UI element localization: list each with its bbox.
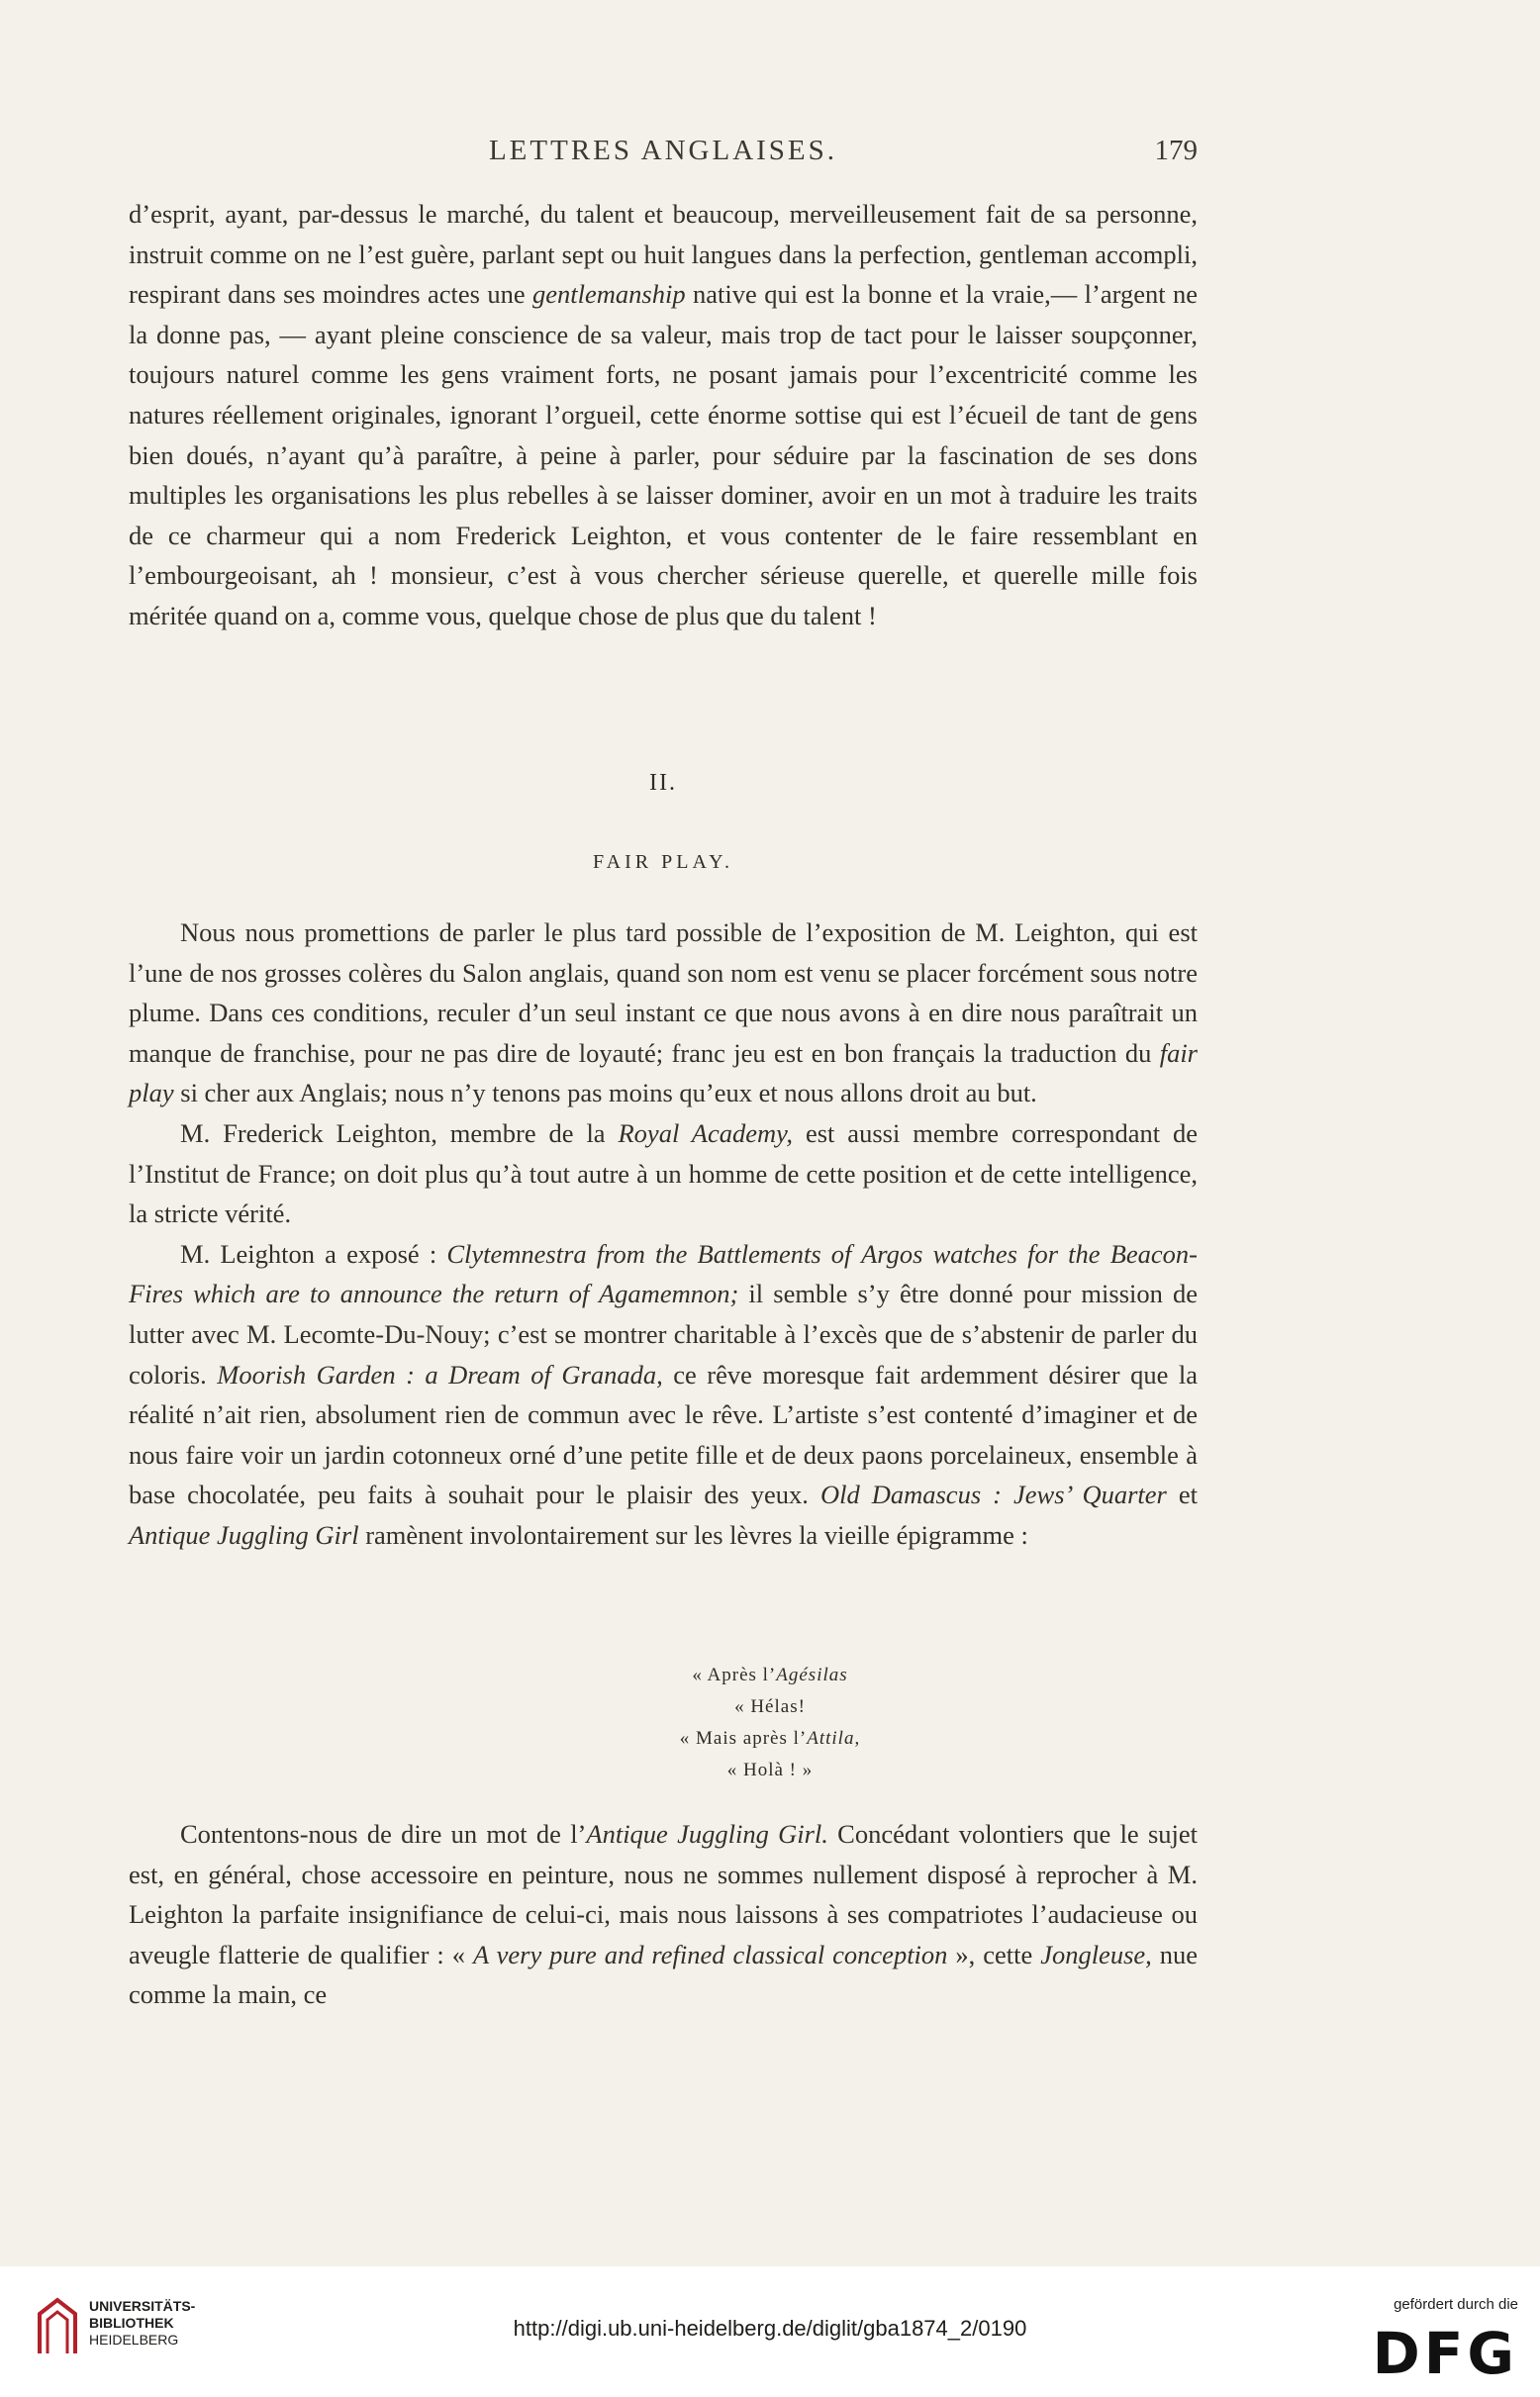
- library-name: UNIVERSITÄTS- BIBLIOTHEK HEIDELBERG: [89, 2298, 196, 2348]
- verse-line: « Après l’Agésilas: [692, 1665, 848, 1685]
- page-number: 179: [1154, 135, 1198, 166]
- paragraph: M. Frederick Leighton, membre de la Royal Academy, est aussi membre correspondant de l’Institut de France; on doit plus qu’à tout autre à un homme de cette position et de cette intelligence, la stricte vérité.: [129, 1117, 1199, 1229]
- dfg-logo: DFG: [1372, 2320, 1518, 2387]
- epigram-verse: [0, 1660, 1540, 1786]
- closing-paragraph: [129, 1814, 1198, 2015]
- paragraph-text: native qui est la bonne et la vraie,— l’argent ne la donne pas, — ayant pleine conscience de sa valeur, mais trop de tact pour le laisser soupçonner, toujours naturel comme les gens vraiment forts, ne posant jamais pour l’excentricité comme les natures réellement originales, ignorant l’orgueil, cette énorme sottise qui est l’écueil de tant de gens bien doués, n’ayant qu’à paraître, à peine à parler, pour séduire par la fascination de ses dons multiples les organisations les plus rebelles à se laisser dominer, avoir en un mot à traduire les traits de ce charmeur qui a nom Frederick Leighton, et vous contenter de le faire ressemblant en l’embourgeoisant, ah ! monsieur, c’est à vous chercher sérieuse querelle, et querelle mille fois méritée quand on a, comme vous, quelque chose de plus que du talent !: [129, 279, 1199, 630]
- paragraph: M. Leighton a exposé : Clytemnestra from the Battlements of Argos watches for the Beacon-Fires which are to announce the return of Agamemnon; il semble s’y être donné pour mission de lutter avec M. Lecomte-Du-Nouy; c’est se montrer charitable à l’excès que de s’abstenir de parler du coloris. Moorish Garden : a Dream of Granada, ce rêve moresque fait ardemment désirer que la réalité n’ait rien, absolument rien de commun avec le rêve. L’artiste s’est contenté d’imaginer et de nous faire voir un jardin cotonneux orné d’une petite fille et de deux paons porcelaineux, ensemble à base chocolatée, peu faits à souhait pour le plaisir des yeux. Old Damascus : Jews’ Quarter et Antique Juggling Girl ramènent involontairement sur les lèvres la vieille épigramme :: [129, 1238, 1199, 1550]
- italic-term: gentlemanship: [532, 279, 686, 310]
- verse-line: « Holà ! »: [726, 1760, 814, 1780]
- running-header: [129, 135, 1198, 174]
- paragraph-continued: [129, 194, 1198, 636]
- funded-by-label: gefördert durch die: [1394, 2296, 1518, 2313]
- section-number: II.: [649, 770, 677, 796]
- paragraph-text: d’esprit, ayant, par-dessus le marché, du talent et beaucoup, merveilleusement fait de sa personne, instruit comme on ne l’est guère, parlant sept ou huit langues dans la perfection, gentleman accompli, respirant dans ses moindres actes une: [129, 199, 1198, 310]
- verse-line: « Mais après l’Attila,: [679, 1728, 861, 1749]
- verse-line: « Hélas!: [734, 1696, 806, 1717]
- digitization-footer: [0, 2266, 1540, 2397]
- section-title: FAIR PLAY.: [593, 851, 733, 873]
- permalink-url[interactable]: http://digi.ub.uni-heidelberg.de/diglit/gba1874_2/0190: [513, 2316, 1027, 2341]
- running-title: LETTRES ANGLAISES.: [488, 135, 838, 166]
- paragraph: Contentons-nous de dire un mot de l’Antique Juggling Girl. Concédant volontiers que le sujet est, en général, chose accessoire en peinture, nous ne sommes nullement disposé à reprocher à M. Leighton la parfaite insignifiance de celui-ci, mais nous laissons à ses compatriotes l’audacieuse ou aveugle flatterie de qualifier : « A very pure and refined classical conception », cette Jongleuse, nue comme la main, ce: [129, 1819, 1199, 2010]
- paragraph: Nous nous promettions de parler le plus tard possible de l’exposition de M. Leighton, qui est l’une de nos grosses colères du Salon anglais, quand son nom est venu se placer forcément sous notre plume. Dans ces conditions, reculer d’un seul instant ce que nous avons à en dire nous paraîtrait un manque de franchise, pour ne pas dire de loyauté; franc jeu est en bon français la traduction du fair play si cher aux Anglais; nous n’y tenons pas moins qu’eux et nous allons droit au but.: [129, 917, 1198, 1108]
- body-text-section: [129, 912, 1198, 1556]
